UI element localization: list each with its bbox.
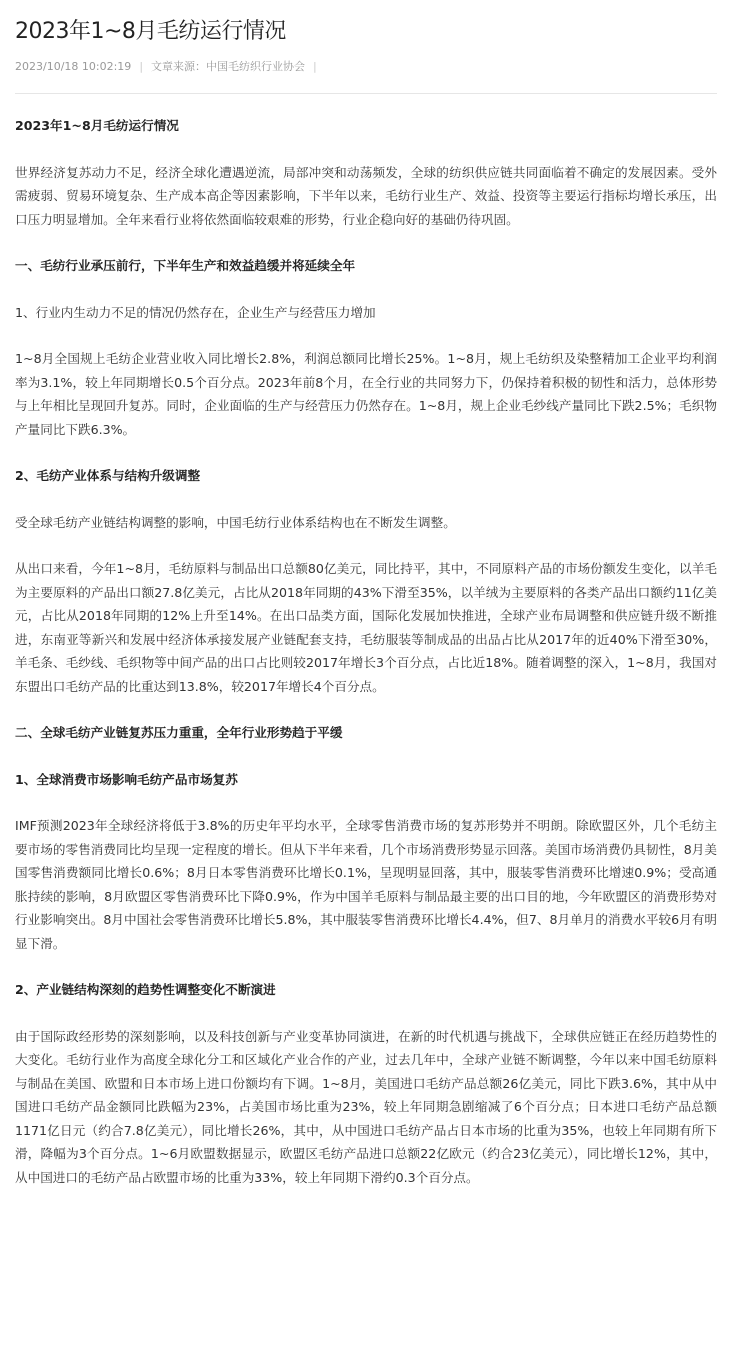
publish-datetime: 2023/10/18 10:02:19 — [15, 60, 132, 73]
section-heading: 二、全球毛纺产业链复苏压力重重，全年行业形势趋于平缓 — [15, 725, 343, 740]
body-paragraph: 受全球毛纺产业链结构调整的影响，中国毛纺行业体系结构也在不断发生调整。 — [15, 514, 456, 530]
article-source: 文章来源：中国毛纺织行业协会 — [151, 60, 306, 73]
subsection-heading: 2、产业链结构深刻的趋势性调整变化不断演进 — [15, 982, 276, 997]
subsection-heading: 2、毛纺产业体系与结构升级调整 — [15, 468, 201, 483]
body-paragraph: 从出口来看，今年1~8月，毛纺原料与制品出口总额80亿美元，同比持平，其中，不同原料产品的市场份额发生变化，以羊毛为主要原料的产品出口额27.8亿美元，占比从2018年同期的43%下滑至35%，以羊绒为主要原料的各类产品出口额约11亿美元，占比从2018年同期的12%上升至14%。在出口品类方面，国际化发展加快推进，全球产业布局调整和供应链升级不断推进，东南亚等新兴和发展中经济体承接发展产业链配套支持，毛纺服装等制成品的出品占比从2017年的近40%下滑至30%，羊毛条、毛纱线、毛织物等中间产品的出口占比则较2017年增长3个百分点，占比近18%。随着调整的深入，1~8月，我国对东盟出口毛纺产品的比重达到13.8%，较2017年增长4个百分点。 — [15, 561, 717, 694]
body-paragraph: IMF预测2023年全球经济将低于3.8%的历史年平均水平，全球零售消费市场的复苏形势并不明朗。除欧盟区外，几个毛纺主要市场的零售消费同比均呈现一定程度的增长。但从下半年来看，几个市场消费形势显示回落。美国市场消费仍具韧性，8月美国零售消费额同比增长0.6%；8月日本零售消费环比增长0.1%，呈现明显回落，其中，服装零售消费环比增速0.9%；受高通胀持续的影响，8月欧盟区零售消费环比下降0.9%，作为中国羊毛原料与制品最主要的出口目的地，今年欧盟区的消费形势对行业影响突出。8月中国社会零售消费环比增长5.8%，其中服装零售消费环比增长4.4%，但7、8月单月的消费水平较6月有明显下滑。 — [15, 818, 717, 951]
article-body — [15, 94, 717, 1189]
section-heading: 一、毛纺行业承压前行，下半年生产和效益趋缓并将延续全年 — [15, 258, 356, 273]
body-paragraph: 由于国际政经形势的深刻影响，以及科技创新与产业变革协同演进，在新的时代机遇与挑战下，全球供应链正在经历趋势性的大变化。毛纺行业作为高度全球化分工和区域化产业合作的产业，过去几年中，全球产业链不断调整，今年以来中国毛纺原料与制品在美国、欧盟和日本市场上进口份额均有下调。1~8月，美国进口毛纺产品总额26亿美元，同比下跌3.6%，其中从中国进口毛纺产品金额同比跌幅为23%，占美国市场比重为23%，较上年同期急剧缩减了6个百分点；日本进口毛纺产品总额1171亿日元（约合7.8亿美元），同比增长26%，其中，从中国进口毛纺产品占日本市场的比重为35%，也较上年同期有所下滑，降幅为3个百分点。1~6月欧盟数据显示，欧盟区毛纺产品进口总额22亿欧元（约合23亿美元），同比增长12%，其中，从中国进口的毛纺产品占欧盟市场的比重为33%，较上年同期下滑约0.3个百分点。 — [15, 1028, 717, 1185]
body-paragraph: 世界经济复苏动力不足，经济全球化遭遇逆流，局部冲突和动荡频发，全球的纺织供应链共同面临着不确定的发展因素。受外需疲弱、贸易环境复杂、生产成本高企等因素影响，下半年以来，毛纺行业生产、效益、投资等主要运行指标均增长承压，出口压力明显增加。全年来看行业将依然面临较艰难的形势，行业企稳向好的基础仍待巩固。 — [15, 164, 717, 227]
subsection-heading: 1、行业内生动力不足的情况仍然存在，企业生产与经营压力增加 — [15, 304, 376, 320]
meta-separator: | — [139, 60, 144, 73]
body-heading: 2023年1~8月毛纺运行情况 — [15, 118, 179, 133]
article-title: 2023年1~8月毛纺运行情况 — [15, 19, 286, 44]
meta-separator: | — [313, 60, 317, 73]
article-meta — [15, 58, 717, 76]
subsection-heading: 1、全球消费市场影响毛纺产品市场复苏 — [15, 771, 238, 787]
body-paragraph: 1~8月全国规上毛纺企业营业收入同比增长2.8%，利润总额同比增长25%。1~8月，规上毛纺织及染整精加工企业平均利润率为3.1%，较上年同期增长0.5个百分点。2023年前8个月，在全行业的共同努力下，仍保持着积极的韧性和活力，总体形势与上年相比呈现回升复苏。同时，企业面临的生产与经营压力仍然存在。1~8月，规上企业毛纱线产量同比下跌2.5%；毛织物产量同比下跌6.3%。 — [15, 351, 717, 437]
